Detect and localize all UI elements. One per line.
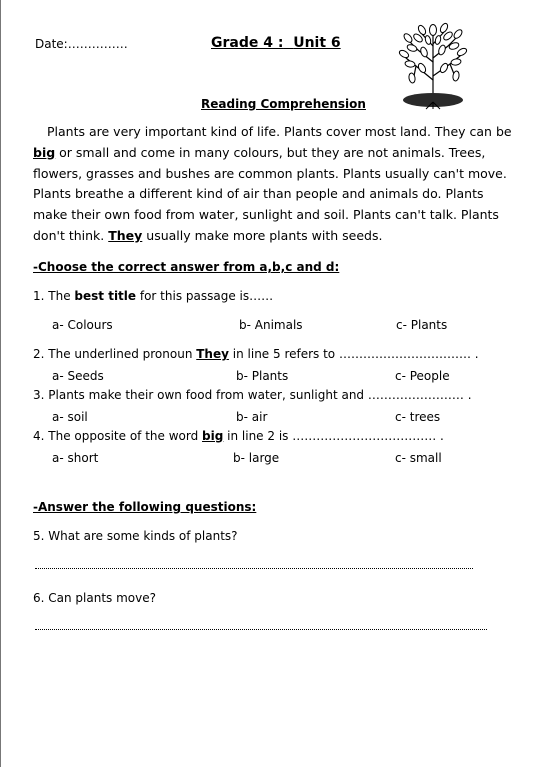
question-6: 6. Can plants move? xyxy=(33,591,156,605)
q4-option-a[interactable]: a- short xyxy=(52,451,99,465)
q1-option-a[interactable]: a- Colours xyxy=(52,318,113,332)
date-label: Date: xyxy=(35,37,68,51)
q1-option-b[interactable]: b- Animals xyxy=(239,318,303,332)
passage-text: usually make more plants with seeds. xyxy=(142,227,383,243)
answer-line-6[interactable] xyxy=(35,629,487,630)
q2-option-b[interactable]: b- Plants xyxy=(236,369,289,383)
reading-passage xyxy=(33,122,513,247)
grade-unit-title xyxy=(211,35,341,51)
q3-option-b[interactable]: b- air xyxy=(236,410,268,424)
section1-heading: -Choose the correct answer from a,b,c and d: xyxy=(33,260,340,274)
date-blank: …………… xyxy=(67,37,128,51)
question-4: 4. The opposite of the word big in line 2 is ……………………………… . xyxy=(33,429,444,443)
underlined-word: They xyxy=(196,347,229,361)
answer-line-5[interactable] xyxy=(35,568,473,569)
q2-option-c[interactable]: c- People xyxy=(395,369,450,383)
page-edge xyxy=(0,0,1,767)
answer-blank[interactable]: …………………… xyxy=(367,388,464,402)
date-field xyxy=(35,37,128,51)
unit-label: Unit 6 xyxy=(293,35,341,51)
underlined-word: big xyxy=(202,429,224,443)
q1-option-c[interactable]: c- Plants xyxy=(396,318,448,332)
q4-option-c[interactable]: c- small xyxy=(395,451,442,465)
section-title: Reading Comprehension xyxy=(201,97,366,111)
question-2: 2. The underlined pronoun They in line 5 refers to …………………………… . xyxy=(33,347,479,361)
answer-blank[interactable]: …………………………… xyxy=(338,347,471,361)
passage-underlined-word: They xyxy=(108,227,143,243)
question-1: 1. The best title for this passage is…… xyxy=(33,289,274,303)
grade-label: Grade 4 : xyxy=(211,35,284,51)
plant-icon xyxy=(398,18,468,110)
q3-option-c[interactable]: c- trees xyxy=(395,410,441,424)
q2-option-a[interactable]: a- Seeds xyxy=(52,369,104,383)
question-5: 5. What are some kinds of plants? xyxy=(33,529,238,543)
section2-heading: -Answer the following questions: xyxy=(33,500,257,514)
q3-option-a[interactable]: a- soil xyxy=(52,410,88,424)
q4-option-b[interactable]: b- large xyxy=(233,451,280,465)
passage-underlined-word: big xyxy=(33,144,56,160)
passage-text: or small and come in many colours, but they are not animals. Trees, flowers, grasses and bushes are common plants. Plants usually can't move. Plants breathe a different kind of air than people and animals do. Plants make their own food from water, sunlight and soil. Plants can't talk. Plants don't think. xyxy=(33,144,507,243)
bold-term: best title xyxy=(74,289,137,303)
question-3: 3. Plants make their own food from water, sunlight and …………………… . xyxy=(33,388,472,402)
passage-text: Plants are very important kind of life. Plants cover most land. They can be xyxy=(47,124,512,139)
answer-blank[interactable]: ……………………………… xyxy=(292,429,437,443)
